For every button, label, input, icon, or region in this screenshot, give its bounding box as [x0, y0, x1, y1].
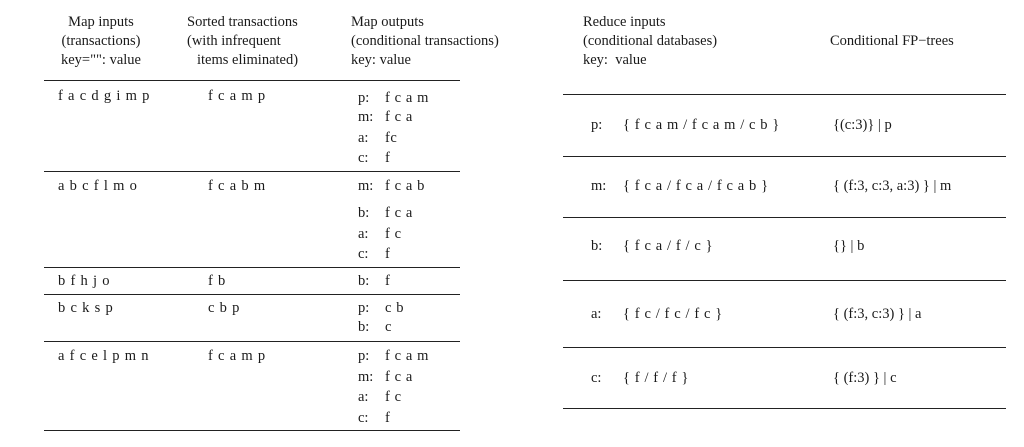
header-rule: [44, 80, 460, 81]
row1-output-2: [358, 109, 413, 126]
row3-sorted: f b: [208, 273, 227, 289]
header-fp-trees-line1: Conditional FP−trees: [830, 33, 954, 49]
header-reduce-line3: key: value: [583, 52, 647, 68]
header-map-inputs-line3: key="": value: [60, 52, 141, 68]
row-rule: [44, 341, 460, 342]
row4-input: b c k s p: [58, 300, 114, 316]
output-key: m:: [358, 369, 374, 385]
header-rule: [563, 94, 1006, 95]
output-value: c: [385, 319, 393, 335]
row2-sorted: f c a b m: [208, 178, 266, 194]
row3-input: b f h j o: [58, 273, 111, 289]
output-value: f c: [385, 226, 402, 242]
reduce-database: { f c a / f / c }: [623, 238, 714, 254]
fp-tree: { (f:3, c:3, a:3) } | m: [833, 178, 952, 194]
output-value: f: [385, 246, 391, 262]
header-reduce-line1: Reduce inputs: [583, 14, 666, 30]
row5-output-1: [358, 348, 429, 365]
row-rule: [44, 267, 460, 268]
row3-output-1: [358, 273, 390, 290]
reduce-key: m:: [591, 178, 607, 194]
reduce-database: { f c / f c / f c }: [623, 306, 723, 322]
row-rule: [563, 156, 1006, 157]
row-rule: [44, 294, 460, 295]
row2-output-1: [358, 178, 425, 195]
output-key: a:: [358, 389, 369, 405]
header-fp-trees: [830, 32, 954, 51]
reduce-database: { f c a / f c a / f c a b }: [623, 178, 769, 194]
output-key: p:: [358, 348, 370, 364]
output-key: c:: [358, 246, 369, 262]
reduce-key: p:: [591, 117, 603, 133]
header-reduce-inputs: [583, 13, 717, 70]
row2-output-3: [358, 226, 402, 243]
row1-output-4: [358, 150, 390, 167]
row5-sorted: f c a m p: [208, 348, 266, 364]
output-value: c b: [385, 300, 405, 316]
row1-output-1: [358, 90, 429, 107]
row1-output-3: [358, 130, 397, 147]
output-value: f c a m: [385, 348, 430, 364]
reduce-key: a:: [591, 306, 602, 322]
header-sorted-line1: Sorted transactions: [187, 14, 298, 30]
header-map-outputs-line1: Map outputs: [351, 14, 424, 30]
row5-input: a f c e l p m n: [58, 348, 150, 364]
output-value: f: [385, 150, 391, 166]
header-map-outputs-line3: key: value: [351, 52, 411, 68]
output-key: b:: [358, 273, 370, 289]
header-map-outputs-line2: (conditional transactions): [351, 33, 499, 49]
header-map-inputs-line2: (transactions): [61, 33, 141, 49]
output-key: m:: [358, 109, 374, 125]
output-value: f c a m: [385, 90, 430, 106]
row5-output-4: [358, 410, 390, 427]
row-rule: [563, 217, 1006, 218]
output-value: fc: [385, 130, 398, 146]
header-sorted-transactions: [187, 13, 298, 70]
row4-output-1: [358, 300, 404, 317]
header-map-inputs-line1: Map inputs: [68, 14, 134, 30]
output-value: f c a: [385, 205, 413, 221]
header-sorted-line2: (with infrequent: [187, 33, 281, 49]
output-key: b:: [358, 319, 370, 335]
output-key: c:: [358, 150, 369, 166]
reduce-key: b:: [591, 238, 603, 254]
header-sorted-line3: items eliminated): [197, 52, 299, 68]
table-bottom-rule: [563, 408, 1006, 409]
output-key: a:: [358, 130, 369, 146]
header-reduce-line2: (conditional databases): [583, 33, 718, 49]
output-value: f c: [385, 389, 402, 405]
output-key: c:: [358, 410, 369, 426]
row5-output-3: [358, 389, 402, 406]
fp-tree: {} | b: [833, 238, 865, 254]
row4-sorted: c b p: [208, 300, 241, 316]
output-value: f c a: [385, 369, 413, 385]
reduce-key: c:: [591, 370, 602, 386]
fp-tree: { (f:3, c:3) } | a: [833, 306, 922, 322]
reduce-database: { f c a m / f c a m / c b }: [623, 117, 780, 133]
output-key: b:: [358, 205, 370, 221]
row-rule: [563, 347, 1006, 348]
output-value: f: [385, 273, 391, 289]
output-key: p:: [358, 90, 370, 106]
row4-output-2: [358, 319, 392, 336]
row2-output-2: [358, 205, 413, 222]
output-key: p:: [358, 300, 370, 316]
row-rule: [563, 280, 1006, 281]
reduce-database: { f / f / f }: [623, 370, 690, 386]
table-bottom-rule: [44, 430, 460, 431]
output-value: f: [385, 410, 391, 426]
header-map-inputs: [36, 13, 166, 70]
row-rule: [44, 171, 460, 172]
row5-output-2: [358, 369, 413, 386]
fp-tree: {(c:3)} | p: [833, 117, 892, 133]
row2-input: a b c f l m o: [58, 178, 138, 194]
output-value: f c a: [385, 109, 413, 125]
fp-tree: { (f:3) } | c: [833, 370, 897, 386]
row1-input: f a c d g i m p: [58, 88, 151, 104]
output-value: f c a b: [385, 178, 426, 194]
header-map-outputs: [351, 13, 499, 70]
row2-output-4: [358, 246, 390, 263]
output-key: a:: [358, 226, 369, 242]
output-key: m:: [358, 178, 374, 194]
row1-sorted: f c a m p: [208, 88, 266, 104]
